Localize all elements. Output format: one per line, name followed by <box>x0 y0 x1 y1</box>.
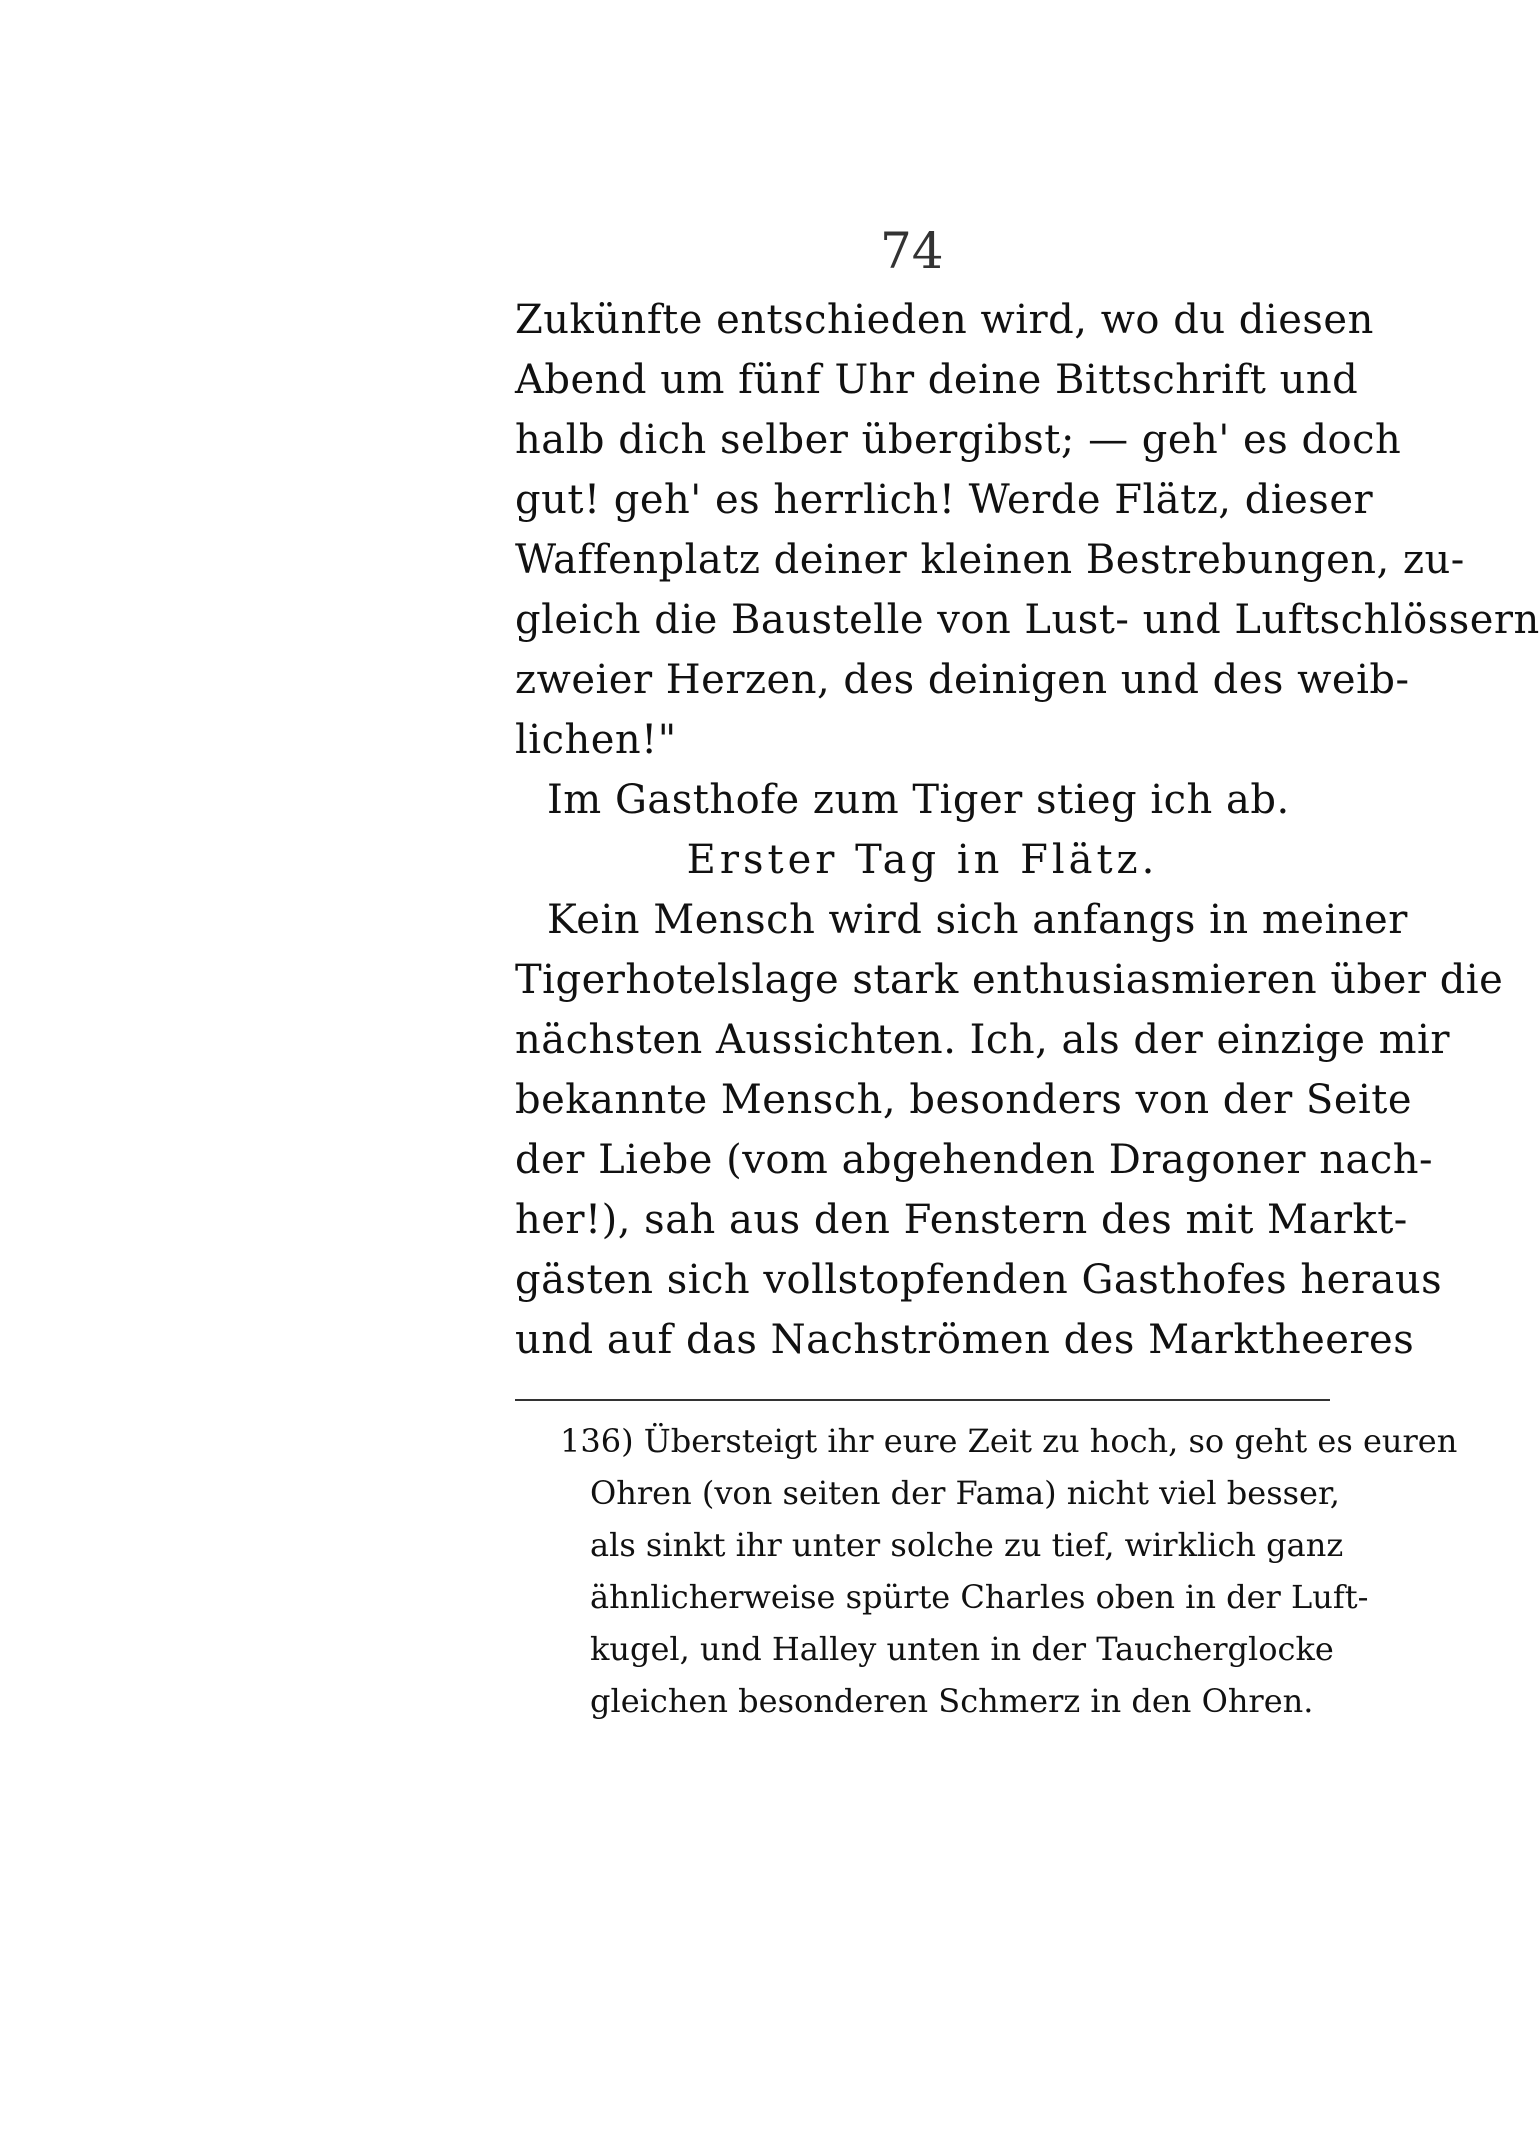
text-line: lichen!" <box>515 717 677 763</box>
footnotes <box>560 1415 1458 1727</box>
text-line: her!), sah aus den Fenstern des mit Markt- <box>515 1197 1408 1243</box>
page-number: 74 <box>880 222 944 280</box>
text-line: Abend um fünf Uhr deine Bittschrift und <box>515 357 1359 403</box>
footnote-line: als sinkt ihr unter solche zu tief, wirklich ganz <box>590 1526 1344 1564</box>
footnote-line: gleichen besonderen Schmerz in den Ohren. <box>590 1682 1314 1720</box>
body-text <box>515 290 1540 1370</box>
text-line: Tigerhotelslage stark enthusiasmieren über die <box>515 957 1504 1003</box>
text-line: der Liebe (vom abgehenden Dragoner nach- <box>515 1137 1434 1183</box>
footnote-line: kugel, und Halley unten in der Taucherglocke <box>590 1630 1334 1668</box>
text-line: Kein Mensch wird sich anfangs in meiner <box>547 897 1408 943</box>
text-line: gästen sich vollstopfenden Gasthofes heraus <box>515 1257 1443 1303</box>
text-line: gut! geh' es herrlich! Werde Flätz, dieser <box>515 477 1374 523</box>
text-line: nächsten Aussichten. Ich, als der einzige mir <box>515 1017 1450 1063</box>
footnote-divider <box>515 1399 1330 1401</box>
footnote-line: 136) Übersteigt ihr eure Zeit zu hoch, so geht es euren <box>560 1422 1458 1460</box>
text-line: zweier Herzen, des deinigen und des weib- <box>515 657 1410 703</box>
footnote-line: Ohren (von seiten der Fama) nicht viel besser, <box>590 1474 1340 1512</box>
footnote-line: ähnlicherweise spürte Charles oben in der Luft- <box>590 1578 1369 1616</box>
text-line: und auf das Nachströmen des Marktheeres <box>515 1317 1415 1363</box>
text-line: gleich die Baustelle von Lust- und Luftschlössern <box>515 597 1540 643</box>
text-line: Waffenplatz deiner kleinen Bestrebungen, zu- <box>515 537 1465 583</box>
text-line: Im Gasthofe zum Tiger stieg ich ab. <box>547 777 1290 823</box>
text-line: Zukünfte entschieden wird, wo du diesen <box>515 297 1374 343</box>
text-line: bekannte Mensch, besonders von der Seite <box>515 1077 1413 1123</box>
text-line: halb dich selber übergibst; — geh' es doch <box>515 417 1402 463</box>
section-heading: Erster Tag in Flätz. <box>686 837 1159 883</box>
